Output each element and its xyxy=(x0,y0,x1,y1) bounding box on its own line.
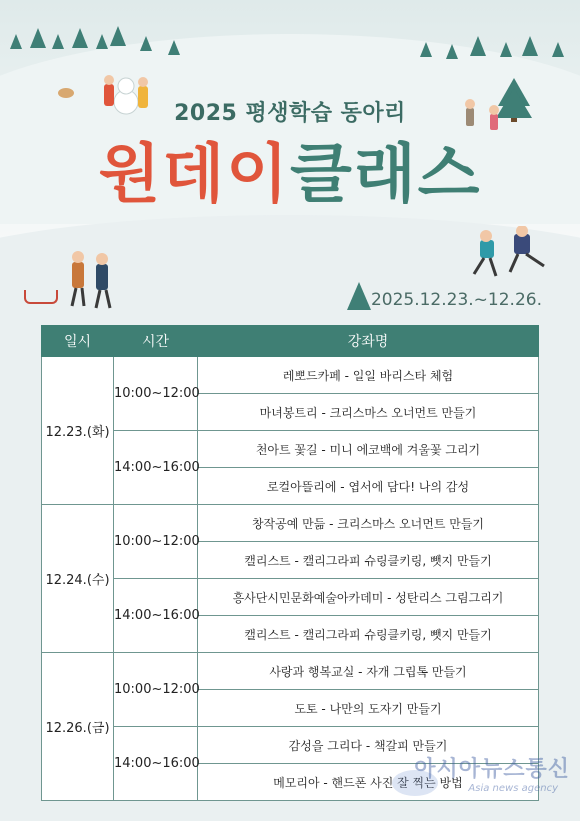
walking-couple-illustration xyxy=(60,250,126,310)
course-cell: 캘리스트 - 캘리그라피 슈링클키링, 뺏지 만들기 xyxy=(198,542,539,579)
tree-icon xyxy=(552,42,564,57)
course-cell: 천아트 꽃길 - 미니 에코백에 겨울꽃 그리기 xyxy=(198,431,539,468)
watermark-text: 아시아뉴스통신 xyxy=(414,757,570,782)
column-header-time: 시간 xyxy=(114,326,198,357)
time-cell: 14:00~16:00 xyxy=(114,431,198,505)
tree-icon xyxy=(72,28,88,48)
tree-icon xyxy=(52,34,64,49)
tree-icon xyxy=(522,36,538,56)
table-header-row xyxy=(42,326,539,357)
column-header-date: 일시 xyxy=(42,326,114,357)
title-part-green: 클래스 xyxy=(290,138,482,212)
tree-icon xyxy=(96,34,108,49)
schedule-table xyxy=(41,325,539,801)
time-cell: 14:00~16:00 xyxy=(114,579,198,653)
course-cell: 도토 - 나만의 도자기 만들기 xyxy=(198,690,539,727)
course-cell: 사랑과 행복교실 - 자개 그립톡 만들기 xyxy=(198,653,539,690)
skating-couple-illustration xyxy=(466,226,556,280)
tree-icon xyxy=(446,44,458,59)
course-cell: 감성을 그리다 - 책갈피 만들기 xyxy=(198,727,539,764)
table-row xyxy=(42,431,539,468)
course-cell: 캘리스트 - 캘리그라피 슈링클키링, 뺏지 만들기 xyxy=(198,616,539,653)
table-row xyxy=(42,653,539,690)
tree-icon xyxy=(10,34,22,49)
tree-icon xyxy=(168,40,180,55)
table-row xyxy=(42,505,539,542)
schedule-table-wrapper xyxy=(41,325,538,801)
tree-icon xyxy=(420,42,432,57)
time-cell: 10:00~12:00 xyxy=(114,505,198,579)
page-subtitle: 2025 평생학습 동아리 xyxy=(174,101,406,126)
course-cell: 레뽀드카페 - 일일 바리스타 체험 xyxy=(198,357,539,394)
course-cell: 흥사단시민문화예술아카데미 - 성탄리스 그림그리기 xyxy=(198,579,539,616)
time-cell: 10:00~12:00 xyxy=(114,653,198,727)
tree-icon xyxy=(140,36,152,51)
date-cell: 12.23.(화) xyxy=(42,357,114,505)
event-date-range: 2025.12.23.~12.26. xyxy=(370,290,542,310)
course-cell: 창작공예 만듦 - 크리스마스 오너먼트 만들기 xyxy=(198,505,539,542)
course-cell: 마녀봉트리 - 크리스마스 오너먼트 만들기 xyxy=(198,394,539,431)
course-cell: 메모리아 - 핸드폰 사진 잘 찍는 방법 xyxy=(198,764,539,801)
time-cell: 10:00~12:00 xyxy=(114,357,198,431)
sled-icon xyxy=(24,290,58,304)
date-cell: 12.24.(수) xyxy=(42,505,114,653)
christmas-tree-icon xyxy=(347,282,371,310)
tree-icon xyxy=(110,26,126,46)
column-header-course: 강좌명 xyxy=(198,326,539,357)
course-cell: 로컬아뜰리에 - 엽서에 담다! 나의 감성 xyxy=(198,468,539,505)
tree-icon xyxy=(470,36,486,56)
date-cell: 12.26.(금) xyxy=(42,653,114,801)
table-row xyxy=(42,357,539,394)
title-part-red: 원데이 xyxy=(98,138,290,212)
time-cell: 14:00~16:00 xyxy=(114,727,198,801)
table-row xyxy=(42,579,539,616)
page-title xyxy=(0,138,580,212)
tree-icon xyxy=(500,42,512,57)
tree-icon xyxy=(30,28,46,48)
watermark-subtext: Asia news agency xyxy=(468,783,558,794)
